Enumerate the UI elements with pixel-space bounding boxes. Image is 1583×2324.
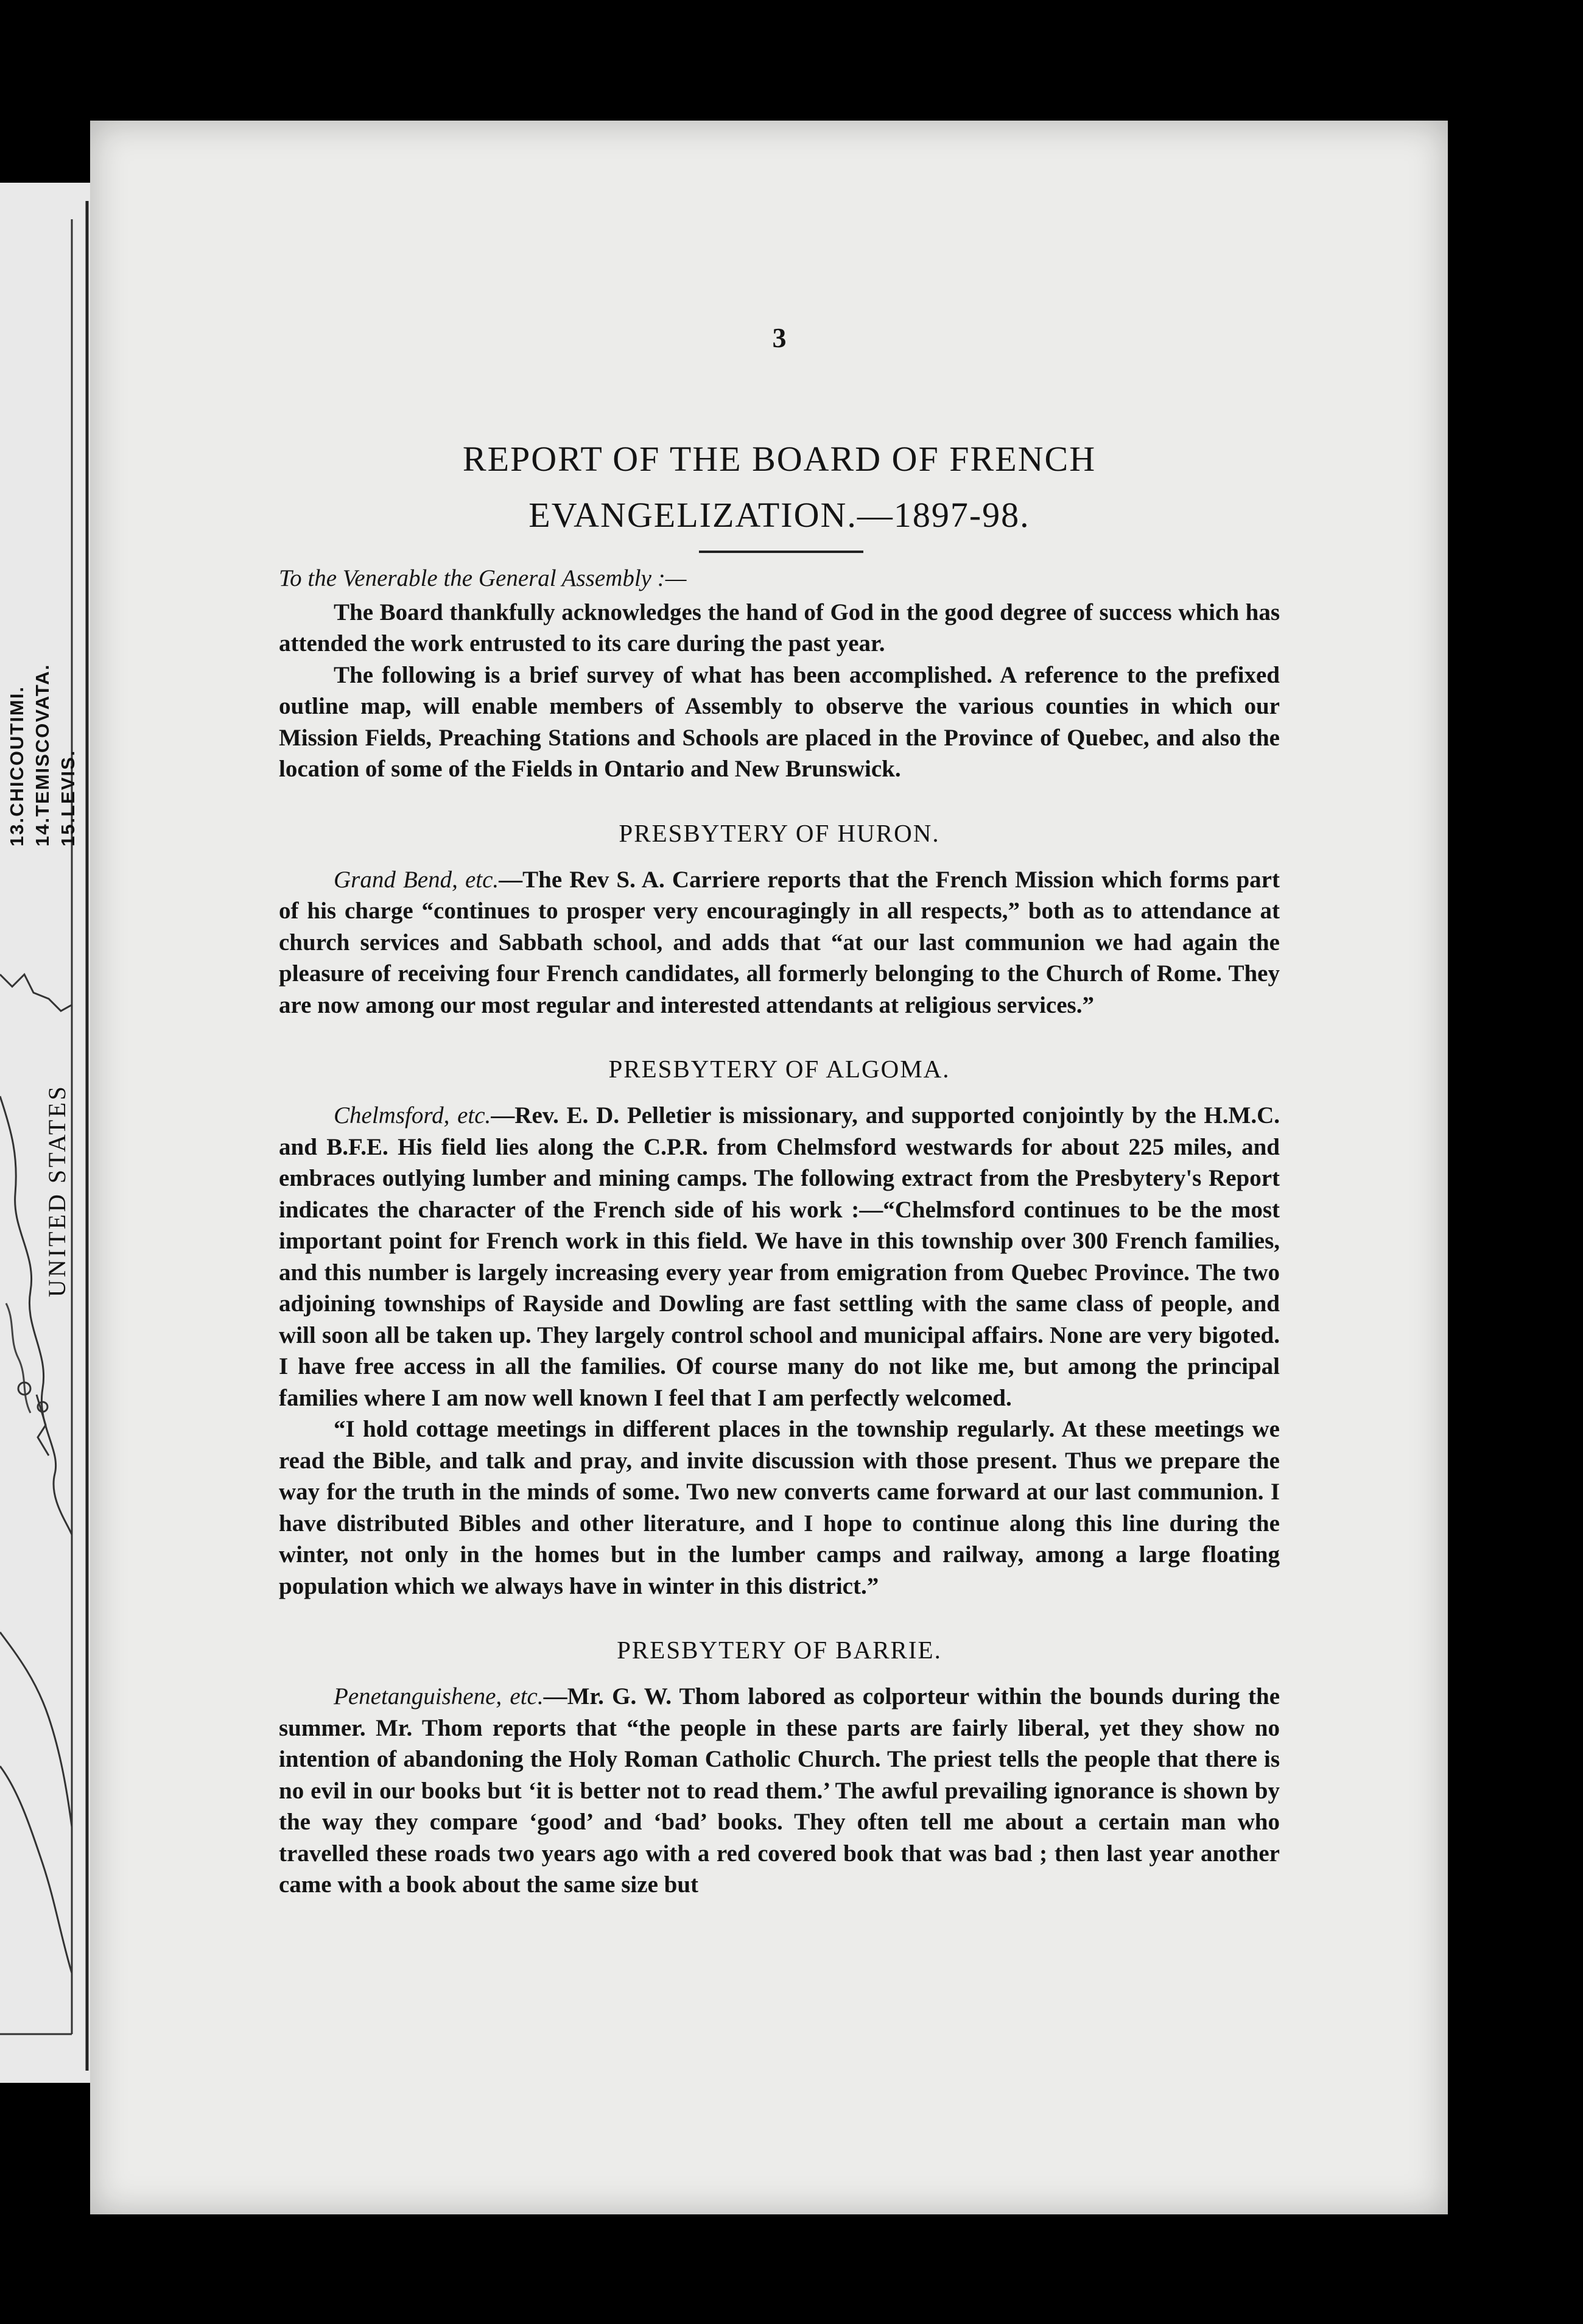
section-paragraph-huron [279, 864, 1280, 1021]
page-number: 3 [772, 322, 787, 353]
legend-item-15: 15.LEVIS. [57, 749, 79, 847]
section-text: —The Rev S. A. Carriere reports that the French Mission which forms part of his charge “continues to prosper very encouragingly in all respects,” both as to attendance at church services and Sabbath school, and adds that “at our last communion we had again the pleasure of receiving four French candidates, all formerly belonging to the Church of Rome. They are now among our most regular and interested attendants at religious services.” [279, 866, 1280, 1018]
section-paragraph-algoma-2: “I hold cottage meetings in different places in the township regularly. At these meetings we read the Bible, and talk and pray, and invite discussion with those present. Thus we prepare the way for the truth in the minds of some. Two new converts came forward at our last communion. I have distributed Bibles and other literature, and I hope to continue along this line during the winter, not only in the homes but in the lumber camps and railway, among a large floating population which we always have in winter in this district.” [279, 1416, 1280, 1599]
document-page [90, 121, 1448, 2214]
report-body [279, 558, 1280, 1901]
intro-paragraph-2: The following is a brief survey of what has been accomplished. A reference to the prefixed outline map, will enable members of Assembly to observe the various counties in which our Mission Fields, Preaching Stations and Schools are placed in the Province of Quebec, and also the location of some of the Fields in Ontario and New Brunswick. [279, 661, 1280, 782]
section-text: —Mr. G. W. Thom labored as colporteur within the bounds during the summer. Mr. Thom reports that “the people in these parts are fairly liberal, yet they show no intention of abandoning the Holy Roman Catholic Church. The priest tells the people that there is no evil in our books but ‘it is better not to read them.’ The awful prevailing ignorance is shown by the way they compare ‘good’ and ‘bad’ books. They often tell me about a certain man who travelled these roads two years ago with a red covered book that was bad ; then last year another came with a book about the same size but [279, 1683, 1280, 1898]
title-rule [699, 551, 863, 553]
legend-item-14: 14.TEMISCOVATA. [32, 663, 53, 847]
title-line-2: EVANGELIZATION.—1897-98. [528, 495, 1030, 535]
section-heading-barrie: PRESBYTERY OF BARRIE. [617, 1636, 942, 1664]
salutation: To the Venerable the General Assembly :— [279, 565, 687, 591]
map-legend [0, 591, 91, 853]
title-line-1: REPORT OF THE BOARD OF FRENCH [462, 439, 1097, 479]
facing-page-map [0, 183, 91, 2083]
section-paragraph-barrie [279, 1681, 1280, 1901]
place-name: Chelmsford, etc. [334, 1102, 491, 1129]
section-heading-algoma: PRESBYTERY OF ALGOMA. [608, 1055, 950, 1083]
map-country-label: UNITED STATES [43, 1084, 71, 1297]
section-paragraph-algoma [279, 1100, 1280, 1414]
page-title [279, 431, 1280, 543]
place-name: Penetanguishene, etc. [334, 1683, 544, 1710]
section-text: —Rev. E. D. Pelletier is missionary, and supported conjointly by the H.M.C. and B.F.E. His field lies along the C.P.R. from Chelmsford westwards for about 225 miles, and embraces outlying lumber and mining camps. The following extract from the Presbytery's Report indicates the character of the French side of his work :—“Chelmsford continues to be the most important point for French work in this field. We have in this township over 300 French families, and this number is largely increasing every year from emigration from Quebec Province. The two adjoining townships of Rayside and Dowling are fast settling with the same class of people, and will soon all be taken up. They largely control school and municipal affairs. None are very bigoted. I have free access in all the families. Of course many do not like me, but among the principal families where I am now well known I feel that I am perfectly welcomed. [279, 1102, 1280, 1411]
place-name: Grand Bend, etc. [334, 866, 499, 893]
legend-item-13: 13.CHICOUTIMI. [6, 686, 27, 847]
section-heading-huron: PRESBYTERY OF HURON. [619, 819, 940, 847]
intro-paragraph-1: The Board thankfully acknowledges the hand of God in the good degree of success which has attended the work entrusted to its care during the past year. [279, 599, 1280, 657]
